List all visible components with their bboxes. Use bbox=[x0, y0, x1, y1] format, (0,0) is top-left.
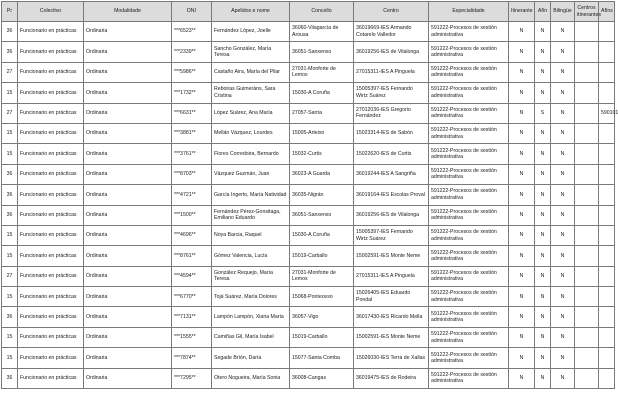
cell-afin: N bbox=[535, 22, 551, 42]
cell-centro: 27012036-IES Gregorio Fernández bbox=[354, 103, 429, 123]
cell-modalidade: Ordinaria bbox=[84, 42, 172, 62]
cell-bilingue: N bbox=[551, 307, 575, 327]
header-modalidade: Modalidade bbox=[84, 2, 172, 22]
table-row bbox=[2, 164, 615, 184]
cell-afin: N bbox=[535, 307, 551, 327]
cell-centro: 27015311-IES A Pinguela bbox=[354, 62, 429, 82]
cell-itinerante: N bbox=[509, 164, 535, 184]
cell-colectivo: Funcionario en prácticas bbox=[18, 144, 84, 164]
cell-pr: 36 bbox=[2, 185, 18, 205]
assignments-table bbox=[1, 1, 618, 389]
cell-itinerante: N bbox=[509, 246, 535, 266]
cell-apelidos-nome: Flores Corredoira, Bernardo bbox=[212, 144, 290, 164]
cell-colectivo: Funcionario en prácticas bbox=[18, 103, 84, 123]
cell-afins bbox=[599, 123, 615, 143]
cell-dni: ***7874** bbox=[172, 348, 212, 368]
cell-afin: N bbox=[535, 266, 551, 286]
cell-apelidos-nome: Otero Nogueira, María Sonia bbox=[212, 368, 290, 388]
cell-bilingue: N bbox=[551, 164, 575, 184]
cell-modalidade: Ordinaria bbox=[84, 62, 172, 82]
cell-apelidos-nome: Fernández López, Joelle bbox=[212, 22, 290, 42]
cell-pr: 15 bbox=[2, 144, 18, 164]
cell-itinerante: N bbox=[509, 287, 535, 307]
cell-pr: 27 bbox=[2, 62, 18, 82]
cell-dni: ***7131** bbox=[172, 307, 212, 327]
cell-pr: 36 bbox=[2, 164, 18, 184]
cell-especialidade: 591222-Procesos de xestión administrativa bbox=[429, 287, 509, 307]
cell-colectivo: Funcionario en prácticas bbox=[18, 185, 84, 205]
cell-especialidade: 591222-Procesos de xestión administrativa bbox=[429, 225, 509, 245]
cell-bilingue: N bbox=[551, 123, 575, 143]
cell-bilingue: N bbox=[551, 185, 575, 205]
table-row bbox=[2, 83, 615, 103]
cell-especialidade: 591222-Procesos de xestión administrativa bbox=[429, 185, 509, 205]
cell-afins bbox=[599, 164, 615, 184]
cell-especialidade: 591222-Procesos de xestión administrativa bbox=[429, 164, 509, 184]
cell-afin: N bbox=[535, 83, 551, 103]
cell-concello: 15068-Ponteceso bbox=[290, 287, 354, 307]
cell-pr: 15 bbox=[2, 83, 18, 103]
cell-apelidos-nome: García Ingerto, María Natividad bbox=[212, 185, 290, 205]
cell-colectivo: Funcionario en prácticas bbox=[18, 368, 84, 388]
table-body bbox=[2, 22, 618, 389]
cell-modalidade: Ordinaria bbox=[84, 348, 172, 368]
cell-afins: 590101 bbox=[599, 103, 615, 123]
cell-itinerante: N bbox=[509, 83, 535, 103]
cell-afins bbox=[599, 287, 615, 307]
header-centros-itinerantes: Centros itinerantes bbox=[575, 2, 599, 22]
cell-concello: 27031-Monforte de Lemos bbox=[290, 266, 354, 286]
cell-colectivo: Funcionario en prácticas bbox=[18, 246, 84, 266]
cell-centros-itinerantes bbox=[575, 368, 599, 388]
header-pr: Pr bbox=[2, 2, 18, 22]
cell-centros-itinerantes bbox=[575, 123, 599, 143]
cell-apelidos-nome: López Suárez, Ana María bbox=[212, 103, 290, 123]
cell-centros-itinerantes bbox=[575, 205, 599, 225]
cell-colectivo: Funcionario en prácticas bbox=[18, 83, 84, 103]
cell-bilingue: N bbox=[551, 348, 575, 368]
cell-itinerante: N bbox=[509, 225, 535, 245]
cell-centro: 15022620-IES de Curtis bbox=[354, 144, 429, 164]
cell-pr: 36 bbox=[2, 205, 18, 225]
cell-centro: 36019669-IES Armando Cotarelo Valledor bbox=[354, 22, 429, 42]
cell-modalidade: Ordinaria bbox=[84, 225, 172, 245]
cell-afin: N bbox=[535, 185, 551, 205]
cell-dni: ***2339** bbox=[172, 42, 212, 62]
cell-centros-itinerantes bbox=[575, 348, 599, 368]
cell-afin: N bbox=[535, 246, 551, 266]
cell-modalidade: Ordinaria bbox=[84, 246, 172, 266]
header-afin: Afín bbox=[535, 2, 551, 22]
header-apelidos-nome: Apelidos e nome bbox=[212, 2, 290, 22]
cell-pr: 15 bbox=[2, 327, 18, 347]
cell-afins bbox=[599, 307, 615, 327]
cell-pr: 36 bbox=[2, 22, 18, 42]
cell-centros-itinerantes bbox=[575, 103, 599, 123]
cell-modalidade: Ordinaria bbox=[84, 164, 172, 184]
cell-bilingue: N bbox=[551, 144, 575, 164]
cell-bilingue: N bbox=[551, 246, 575, 266]
cell-concello: 36023-A Guarda bbox=[290, 164, 354, 184]
cell-itinerante: N bbox=[509, 103, 535, 123]
cell-apelidos-nome: Castaño Aira, María del Pilar bbox=[212, 62, 290, 82]
cell-dni: ***3761** bbox=[172, 144, 212, 164]
cell-afin: N bbox=[535, 368, 551, 388]
cell-centro: 27015311-IES A Pinguela bbox=[354, 266, 429, 286]
cell-dni: ***1555** bbox=[172, 327, 212, 347]
cell-colectivo: Funcionario en prácticas bbox=[18, 225, 84, 245]
cell-centro: 15002591-IES Monte Neme bbox=[354, 246, 429, 266]
header-afins: Afíns bbox=[599, 2, 615, 22]
cell-centro: 15005397-IES Fernando Wirtz Suárez bbox=[354, 225, 429, 245]
cell-centro: 36019475-IES de Rodeira bbox=[354, 368, 429, 388]
cell-centros-itinerantes bbox=[575, 287, 599, 307]
cell-bilingue: N bbox=[551, 368, 575, 388]
cell-apelidos-nome: Mellán Vázquez, Lourdes bbox=[212, 123, 290, 143]
cell-afin: N bbox=[535, 123, 551, 143]
cell-afin: N bbox=[535, 164, 551, 184]
cell-itinerante: N bbox=[509, 62, 535, 82]
cell-dni: ***7295** bbox=[172, 368, 212, 388]
cell-centro: 15002591-IES Monte Neme bbox=[354, 327, 429, 347]
cell-afins bbox=[599, 205, 615, 225]
cell-especialidade: 591222-Procesos de xestión administrativa bbox=[429, 22, 509, 42]
cell-concello: 27057-Sarria bbox=[290, 103, 354, 123]
cell-apelidos-nome: Gómez Valencia, Lucía bbox=[212, 246, 290, 266]
cell-apelidos-nome: Fernández Pérez-Gonsitaga, Emiliano Eduardo bbox=[212, 205, 290, 225]
cell-centro: 36019164-IES Escolas Proval bbox=[354, 185, 429, 205]
table-row bbox=[2, 42, 615, 62]
cell-concello: 36051-Sanxenxo bbox=[290, 42, 354, 62]
cell-afin: S bbox=[535, 103, 551, 123]
cell-concello: 15005-Arteixo bbox=[290, 123, 354, 143]
header-dni: DNI bbox=[172, 2, 212, 22]
cell-centros-itinerantes bbox=[575, 22, 599, 42]
header-concello: Concello bbox=[290, 2, 354, 22]
cell-itinerante: N bbox=[509, 266, 535, 286]
cell-concello: 36035-Nigrán bbox=[290, 185, 354, 205]
cell-bilingue: N bbox=[551, 205, 575, 225]
cell-centro: 36019256-IES de Vilalonga bbox=[354, 205, 429, 225]
cell-bilingue: N bbox=[551, 225, 575, 245]
cell-afins bbox=[599, 327, 615, 347]
cell-dni: ***6770** bbox=[172, 287, 212, 307]
cell-centros-itinerantes bbox=[575, 42, 599, 62]
cell-modalidade: Ordinaria bbox=[84, 123, 172, 143]
cell-dni: ***3881** bbox=[172, 123, 212, 143]
cell-pr: 15 bbox=[2, 287, 18, 307]
cell-centro: 15023314-IES de Sabón bbox=[354, 123, 429, 143]
cell-itinerante: N bbox=[509, 123, 535, 143]
cell-apelidos-nome: Noya Barcia, Raquel bbox=[212, 225, 290, 245]
cell-afins bbox=[599, 225, 615, 245]
cell-bilingue: N bbox=[551, 62, 575, 82]
cell-centro: 15005397-IES Fernando Wirtz Suárez bbox=[354, 83, 429, 103]
cell-dni: ***8761** bbox=[172, 246, 212, 266]
cell-apelidos-nome: Camiñas Gil, María Isabel bbox=[212, 327, 290, 347]
cell-concello: 15030-A Coruña bbox=[290, 83, 354, 103]
cell-colectivo: Funcionario en prácticas bbox=[18, 287, 84, 307]
cell-itinerante: N bbox=[509, 205, 535, 225]
cell-especialidade: 591222-Procesos de xestión administrativa bbox=[429, 307, 509, 327]
cell-modalidade: Ordinaria bbox=[84, 185, 172, 205]
cell-concello: 36057-Vigo bbox=[290, 307, 354, 327]
table-row bbox=[2, 225, 615, 245]
cell-centros-itinerantes bbox=[575, 62, 599, 82]
cell-dni: ***6523** bbox=[172, 22, 212, 42]
cell-apelidos-nome: Tojá Suárez, María Dolores bbox=[212, 287, 290, 307]
cell-bilingue: N bbox=[551, 22, 575, 42]
cell-afin: N bbox=[535, 327, 551, 347]
table-row bbox=[2, 185, 615, 205]
cell-afin: N bbox=[535, 348, 551, 368]
cell-colectivo: Funcionario en prácticas bbox=[18, 307, 84, 327]
cell-apelidos-nome: Vázquez Guzmán, Juan bbox=[212, 164, 290, 184]
cell-itinerante: N bbox=[509, 348, 535, 368]
cell-especialidade: 591222-Procesos de xestión administrativa bbox=[429, 205, 509, 225]
cell-pr: 15 bbox=[2, 246, 18, 266]
cell-centros-itinerantes bbox=[575, 246, 599, 266]
cell-itinerante: N bbox=[509, 185, 535, 205]
cell-bilingue: N bbox=[551, 266, 575, 286]
cell-pr: 27 bbox=[2, 266, 18, 286]
cell-dni: ***4594** bbox=[172, 266, 212, 286]
table-row bbox=[2, 287, 615, 307]
table-row bbox=[2, 62, 615, 82]
cell-centro: 15026030-IES Terra de Xallas bbox=[354, 348, 429, 368]
cell-concello: 15019-Carballo bbox=[290, 327, 354, 347]
cell-especialidade: 591222-Procesos de xestión administrativa bbox=[429, 103, 509, 123]
cell-colectivo: Funcionario en prácticas bbox=[18, 164, 84, 184]
cell-modalidade: Ordinaria bbox=[84, 144, 172, 164]
cell-concello: 15030-A Coruña bbox=[290, 225, 354, 245]
cell-concello: 27031-Monforte de Lemos bbox=[290, 62, 354, 82]
cell-concello: 36060-Vilagarcía de Arousa bbox=[290, 22, 354, 42]
table-row bbox=[2, 368, 615, 388]
table-row bbox=[2, 144, 615, 164]
cell-afins bbox=[599, 348, 615, 368]
cell-dni: ***1500** bbox=[172, 205, 212, 225]
table-row bbox=[2, 22, 615, 42]
cell-itinerante: N bbox=[509, 22, 535, 42]
cell-especialidade: 591222-Procesos de xestión administrativa bbox=[429, 368, 509, 388]
cell-especialidade: 591222-Procesos de xestión administrativa bbox=[429, 123, 509, 143]
cell-centro: 36019256-IES de Vilalonga bbox=[354, 42, 429, 62]
cell-centros-itinerantes bbox=[575, 144, 599, 164]
header-bilingue: Bilingüe bbox=[551, 2, 575, 22]
cell-concello: 36008-Cangas bbox=[290, 368, 354, 388]
cell-afins bbox=[599, 42, 615, 62]
cell-colectivo: Funcionario en prácticas bbox=[18, 123, 84, 143]
cell-afins bbox=[599, 368, 615, 388]
cell-afins bbox=[599, 62, 615, 82]
cell-modalidade: Ordinaria bbox=[84, 266, 172, 286]
cell-especialidade: 591222-Procesos de xestión administrativa bbox=[429, 266, 509, 286]
cell-bilingue: N bbox=[551, 327, 575, 347]
cell-colectivo: Funcionario en prácticas bbox=[18, 22, 84, 42]
header-row bbox=[2, 2, 615, 22]
cell-centro: 36019244-IES A Sangriña bbox=[354, 164, 429, 184]
cell-afins bbox=[599, 22, 615, 42]
cell-especialidade: 591222-Procesos de xestión administrativa bbox=[429, 62, 509, 82]
table-row bbox=[2, 266, 615, 286]
cell-bilingue: N bbox=[551, 42, 575, 62]
cell-dni: ***8703** bbox=[172, 164, 212, 184]
cell-afins bbox=[599, 266, 615, 286]
cell-centro: 15026405-IES Eduardo Pondal bbox=[354, 287, 429, 307]
cell-centros-itinerantes bbox=[575, 225, 599, 245]
cell-especialidade: 591222-Procesos de xestión administrativa bbox=[429, 83, 509, 103]
table-row bbox=[2, 103, 615, 123]
table-row bbox=[2, 327, 615, 347]
cell-afins bbox=[599, 185, 615, 205]
cell-afins bbox=[599, 83, 615, 103]
cell-especialidade: 591222-Procesos de xestión administrativa bbox=[429, 42, 509, 62]
cell-pr: 15 bbox=[2, 123, 18, 143]
cell-concello: 15019-Carballo bbox=[290, 246, 354, 266]
cell-especialidade: 591222-Procesos de xestión administrativa bbox=[429, 144, 509, 164]
cell-pr: 36 bbox=[2, 42, 18, 62]
cell-dni: ***4721** bbox=[172, 185, 212, 205]
cell-afin: N bbox=[535, 62, 551, 82]
cell-dni: ***4696** bbox=[172, 225, 212, 245]
cell-apelidos-nome: González Requejo, María Teresa bbox=[212, 266, 290, 286]
cell-modalidade: Ordinaria bbox=[84, 83, 172, 103]
cell-pr: 15 bbox=[2, 348, 18, 368]
header-itinerante: Itinerante bbox=[509, 2, 535, 22]
cell-pr: 27 bbox=[2, 103, 18, 123]
cell-afin: N bbox=[535, 205, 551, 225]
table-row bbox=[2, 205, 615, 225]
cell-colectivo: Funcionario en prácticas bbox=[18, 266, 84, 286]
cell-concello: 15077-Santa Comba bbox=[290, 348, 354, 368]
cell-itinerante: N bbox=[509, 42, 535, 62]
table-row bbox=[2, 123, 615, 143]
cell-pr: 36 bbox=[2, 307, 18, 327]
cell-especialidade: 591222-Procesos de xestión administrativa bbox=[429, 348, 509, 368]
cell-modalidade: Ordinaria bbox=[84, 205, 172, 225]
cell-itinerante: N bbox=[509, 144, 535, 164]
cell-itinerante: N bbox=[509, 307, 535, 327]
cell-apelidos-nome: Segade Bríón, Daría bbox=[212, 348, 290, 368]
cell-colectivo: Funcionario en prácticas bbox=[18, 42, 84, 62]
cell-modalidade: Ordinaria bbox=[84, 287, 172, 307]
cell-bilingue: N bbox=[551, 83, 575, 103]
cell-concello: 36051-Sanxenxo bbox=[290, 205, 354, 225]
header-centro: Centro bbox=[354, 2, 429, 22]
cell-centros-itinerantes bbox=[575, 185, 599, 205]
cell-afin: N bbox=[535, 144, 551, 164]
cell-concello: 15032-Curtis bbox=[290, 144, 354, 164]
cell-modalidade: Ordinaria bbox=[84, 103, 172, 123]
cell-modalidade: Ordinaria bbox=[84, 22, 172, 42]
table-row bbox=[2, 307, 615, 327]
cell-centros-itinerantes bbox=[575, 164, 599, 184]
cell-dni: ***6631** bbox=[172, 103, 212, 123]
cell-centros-itinerantes bbox=[575, 307, 599, 327]
cell-especialidade: 591222-Procesos de xestión administrativa bbox=[429, 246, 509, 266]
cell-dni: ***5986** bbox=[172, 62, 212, 82]
cell-centro: 36017430-IES Ricardo Mella bbox=[354, 307, 429, 327]
cell-afins bbox=[599, 246, 615, 266]
cell-centros-itinerantes bbox=[575, 83, 599, 103]
cell-afins bbox=[599, 144, 615, 164]
cell-modalidade: Ordinaria bbox=[84, 327, 172, 347]
cell-colectivo: Funcionario en prácticas bbox=[18, 62, 84, 82]
cell-modalidade: Ordinaria bbox=[84, 307, 172, 327]
cell-afin: N bbox=[535, 225, 551, 245]
cell-colectivo: Funcionario en prácticas bbox=[18, 348, 84, 368]
cell-apelidos-nome: Reboiras Guimeráns, Sara Cristina bbox=[212, 83, 290, 103]
cell-itinerante: N bbox=[509, 368, 535, 388]
cell-pr: 36 bbox=[2, 368, 18, 388]
table-row bbox=[2, 348, 615, 368]
cell-colectivo: Funcionario en prácticas bbox=[18, 205, 84, 225]
cell-afin: N bbox=[535, 287, 551, 307]
cell-especialidade: 591222-Procesos de xestión administrativa bbox=[429, 327, 509, 347]
header-especialidade: Especialidade bbox=[429, 2, 509, 22]
cell-bilingue: N bbox=[551, 287, 575, 307]
cell-dni: ***1732** bbox=[172, 83, 212, 103]
header-colectivo: Colectivo bbox=[18, 2, 84, 22]
cell-pr: 15 bbox=[2, 225, 18, 245]
cell-centros-itinerantes bbox=[575, 327, 599, 347]
cell-apelidos-nome: Lampón Lampón, Xiana María bbox=[212, 307, 290, 327]
cell-apelidos-nome: Sancho González, María Teresa bbox=[212, 42, 290, 62]
cell-modalidade: Ordinaria bbox=[84, 368, 172, 388]
cell-centros-itinerantes bbox=[575, 266, 599, 286]
cell-afin: N bbox=[535, 42, 551, 62]
cell-itinerante: N bbox=[509, 327, 535, 347]
table-row bbox=[2, 246, 615, 266]
cell-colectivo: Funcionario en prácticas bbox=[18, 327, 84, 347]
cell-bilingue: N bbox=[551, 103, 575, 123]
